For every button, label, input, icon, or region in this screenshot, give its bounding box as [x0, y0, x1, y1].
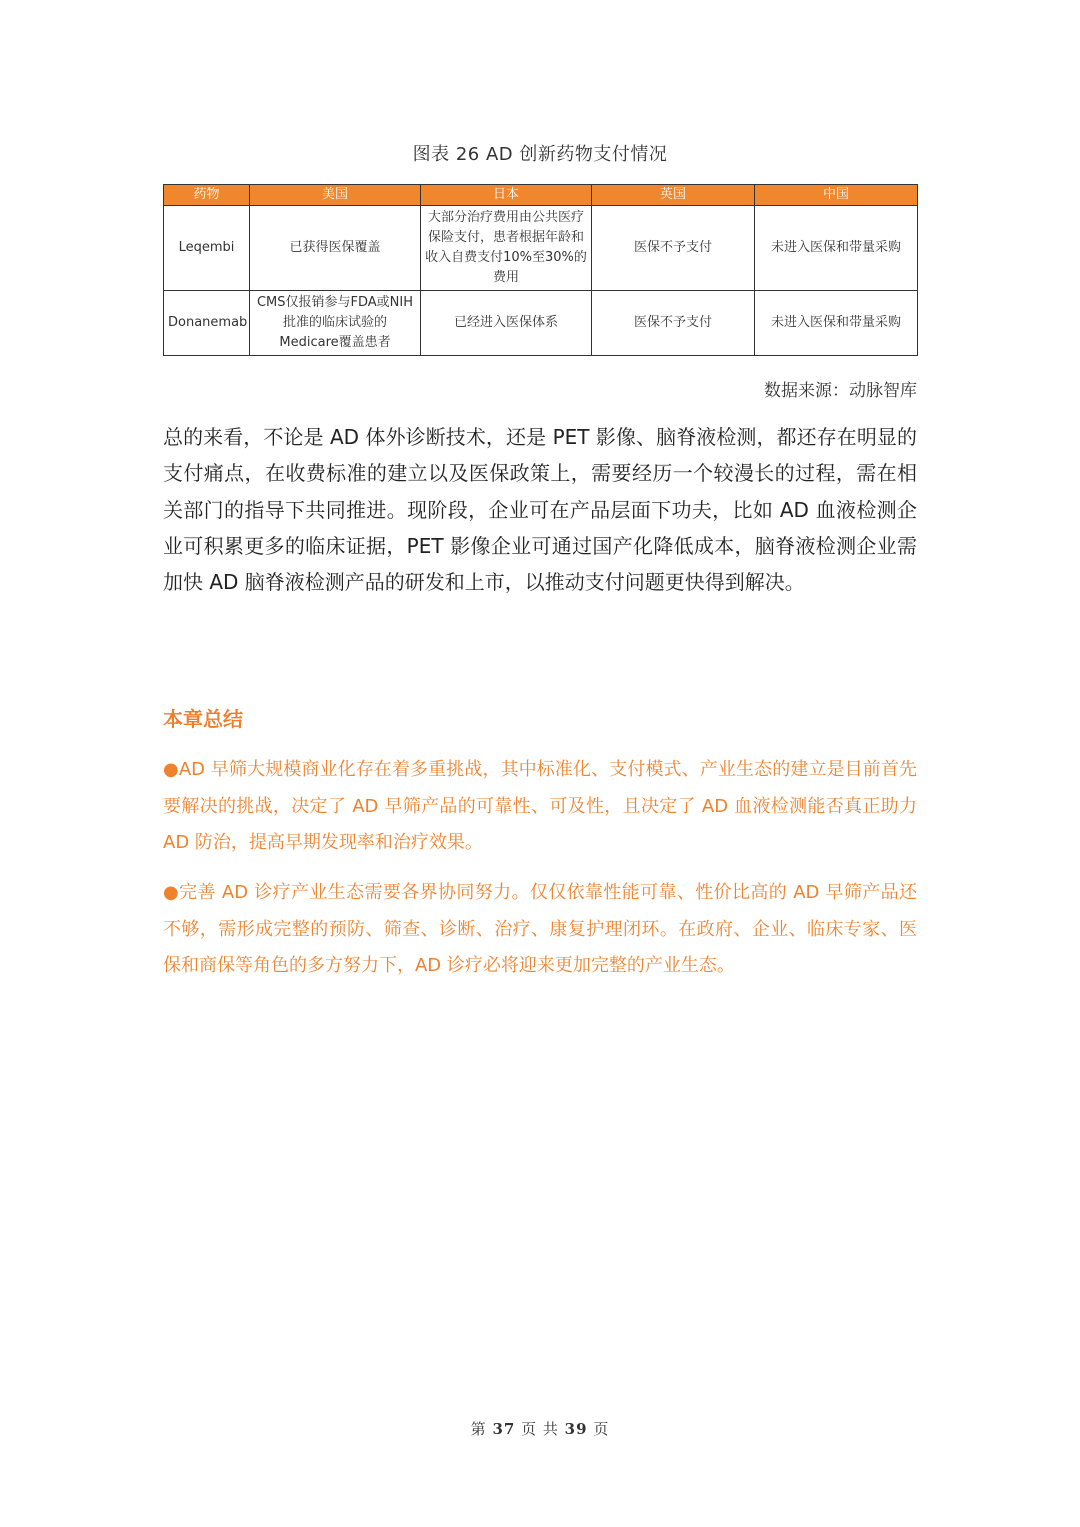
header-china: 中国 [755, 185, 918, 206]
table-cell: 医保不予支付 [592, 206, 755, 291]
table-cell: CMS仅报销参与FDA或NIH批准的临床试验的Medicare覆盖患者 [250, 291, 421, 356]
table-header-row [164, 185, 918, 206]
chapter-summary-title: 本章总结 [163, 707, 243, 731]
table-cell: 医保不予支付 [592, 291, 755, 356]
footer-middle: 页 共 [521, 1420, 559, 1438]
table-cell: Leqembi [164, 206, 250, 291]
table-cell: 已获得医保覆盖 [250, 206, 421, 291]
table-row [164, 291, 918, 356]
header-uk: 英国 [592, 185, 755, 206]
page-footer [0, 1418, 1080, 1439]
figure-caption: 图表 26 AD 创新药物支付情况 [412, 144, 668, 165]
table-cell: Donanemab [164, 291, 250, 356]
summary-point: ●AD 早筛大规模商业化存在着多重挑战，其中标准化、支付模式、产业生态的建立是目前首先要解决的挑战，决定了 AD 早筛产品的可靠性、可及性，且决定了 AD 血液检测能否真正助力 AD 防治，提高早期发现率和治疗效果。 [163, 759, 917, 853]
footer-suffix: 页 [593, 1420, 610, 1438]
table-row [164, 206, 918, 291]
drug-payment-table [163, 184, 918, 356]
table-cell: 大部分治疗费用由公共医疗保险支付，患者根据年龄和收入自费支付10%至30%的费用 [421, 206, 592, 291]
header-usa: 美国 [250, 185, 421, 206]
table-cell: 已经进入医保体系 [421, 291, 592, 356]
body-paragraph: 总的来看，不论是 AD 体外诊断技术，还是 PET 影像、脑脊液检测，都还存在明显的支付痛点，在收费标准的建立以及医保政策上，需要经历一个较漫长的过程，需在相关部门的指导下共同推进。现阶段，企业可在产品层面下功夫，比如 AD 血液检测企业可积累更多的临床证据，PET 影像企业可通过国产化降低成本，脑脊液检测企业需加快 AD 脑脊液检测产品的研发和上市，以推动支付问题更快得到解决。 [163, 425, 917, 595]
footer-prefix: 第 [470, 1420, 487, 1438]
table-cell: 未进入医保和带量采购 [755, 206, 918, 291]
total-page-count: 39 [564, 1420, 588, 1438]
header-drug: 药物 [164, 185, 250, 206]
table-cell: 未进入医保和带量采购 [755, 291, 918, 356]
current-page-number: 37 [492, 1420, 516, 1438]
data-source-note: 数据来源：动脉智库 [764, 381, 917, 401]
summary-point: ●完善 AD 诊疗产业生态需要各界协同努力。仅仅依靠性能可靠、性价比高的 AD 早筛产品还不够，需形成完整的预防、筛查、诊断、治疗、康复护理闭环。在政府、企业、临床专家、医保和商保等角色的多方努力下，AD 诊疗必将迎来更加完整的产业生态。 [163, 882, 917, 976]
header-japan: 日本 [421, 185, 592, 206]
